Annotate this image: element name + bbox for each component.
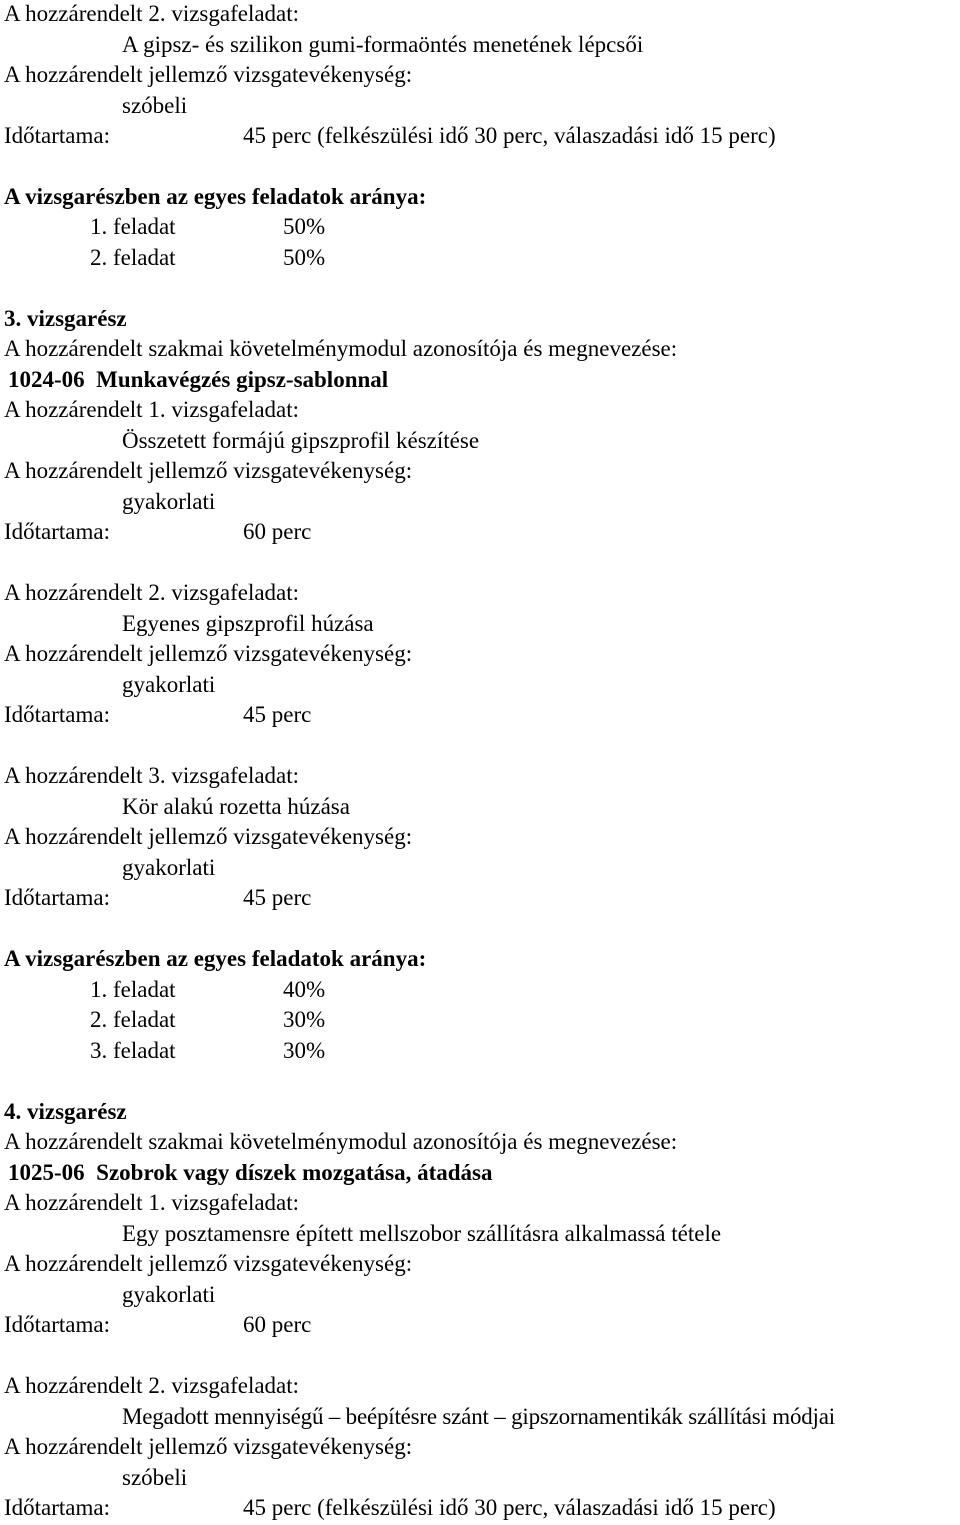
- activity-label: A hozzárendelt jellemző vizsgatevékenység:: [4, 1251, 413, 1276]
- task-title: A gipsz- és szilikon gumi-formaöntés menetének lépcsői: [122, 32, 644, 57]
- assigned-task-1-label: A hozzárendelt 1. vizsgafeladat:: [4, 1190, 300, 1215]
- activity-value: gyakorlati: [122, 672, 216, 697]
- assigned-task-1-label: A hozzárendelt 1. vizsgafeladat:: [4, 397, 300, 422]
- activity-label: A hozzárendelt jellemző vizsgatevékenység:: [4, 62, 413, 87]
- module-name: 1024-06 Munkavégzés gipsz-sablonnal: [8, 367, 389, 392]
- ratio-percent: 30%: [283, 1007, 326, 1032]
- activity-label: A hozzárendelt jellemző vizsgatevékenység:: [4, 1434, 413, 1459]
- section-heading: 4. vizsgarész: [4, 1099, 127, 1124]
- activity-label: A hozzárendelt jellemző vizsgatevékenység:: [4, 824, 413, 849]
- duration-label: Időtartama:: [4, 519, 111, 544]
- section-heading: 3. vizsgarész: [4, 306, 127, 331]
- activity-value: szóbeli: [122, 93, 188, 118]
- task-title: Megadott mennyiségű – beépítésre szánt – gipszornamentikák szállítási módjai: [122, 1404, 835, 1429]
- task-title: Egyenes gipszprofil húzása: [122, 611, 374, 636]
- ratio-percent: 50%: [283, 214, 326, 239]
- duration-row: [4, 124, 110, 147]
- task-title: Összetett formájú gipszprofil készítése: [122, 428, 480, 453]
- activity-label: A hozzárendelt jellemző vizsgatevékenység:: [4, 458, 413, 483]
- activity-value: gyakorlati: [122, 855, 216, 880]
- duration-value: 45 perc (felkészülési idő 30 perc, válaszadási idő 15 perc): [243, 123, 776, 148]
- ratio-percent: 40%: [283, 977, 326, 1002]
- activity-label: A hozzárendelt jellemző vizsgatevékenység:: [4, 641, 413, 666]
- ratio-task: 3. feladat: [90, 1038, 176, 1063]
- ratio-task: 1. feladat: [90, 214, 176, 239]
- ratio-task: 1. feladat: [90, 977, 176, 1002]
- duration-value: 45 perc (felkészülési idő 30 perc, válaszadási idő 15 perc): [243, 1495, 776, 1520]
- module-label: A hozzárendelt szakmai követelménymodul azonosítója és megnevezése:: [4, 1129, 678, 1154]
- duration-value: 60 perc: [243, 1312, 312, 1337]
- duration-label: Időtartama:: [4, 702, 111, 727]
- assigned-task-2-label: A hozzárendelt 2. vizsgafeladat:: [4, 580, 300, 605]
- module-label: A hozzárendelt szakmai követelménymodul azonosítója és megnevezése:: [4, 336, 678, 361]
- duration-label: Időtartama:: [4, 123, 111, 148]
- ratio-heading: A vizsgarészben az egyes feladatok aránya:: [4, 184, 427, 209]
- duration-value: 60 perc: [243, 519, 312, 544]
- ratio-task: 2. feladat: [90, 245, 176, 270]
- ratio-heading: A vizsgarészben az egyes feladatok aránya:: [4, 946, 427, 971]
- assigned-task-2-label: A hozzárendelt 2. vizsgafeladat:: [4, 1, 300, 26]
- duration-label: Időtartama:: [4, 885, 111, 910]
- activity-value: gyakorlati: [122, 489, 216, 514]
- ratio-percent: 30%: [283, 1038, 326, 1063]
- module-name: 1025-06 Szobrok vagy díszek mozgatása, átadása: [8, 1160, 493, 1185]
- assigned-task-3-label: A hozzárendelt 3. vizsgafeladat:: [4, 763, 300, 788]
- activity-value: szóbeli: [122, 1465, 188, 1490]
- duration-value: 45 perc: [243, 885, 312, 910]
- ratio-percent: 50%: [283, 245, 326, 270]
- task-title: Kör alakú rozetta húzása: [122, 794, 350, 819]
- assigned-task-2-label: A hozzárendelt 2. vizsgafeladat:: [4, 1373, 300, 1398]
- task-title: Egy posztamensre épített mellszobor szállításra alkalmassá tétele: [122, 1221, 722, 1246]
- duration-label: Időtartama:: [4, 1495, 111, 1520]
- activity-value: gyakorlati: [122, 1282, 216, 1307]
- duration-value: 45 perc: [243, 702, 312, 727]
- duration-label: Időtartama:: [4, 1312, 111, 1337]
- ratio-task: 2. feladat: [90, 1007, 176, 1032]
